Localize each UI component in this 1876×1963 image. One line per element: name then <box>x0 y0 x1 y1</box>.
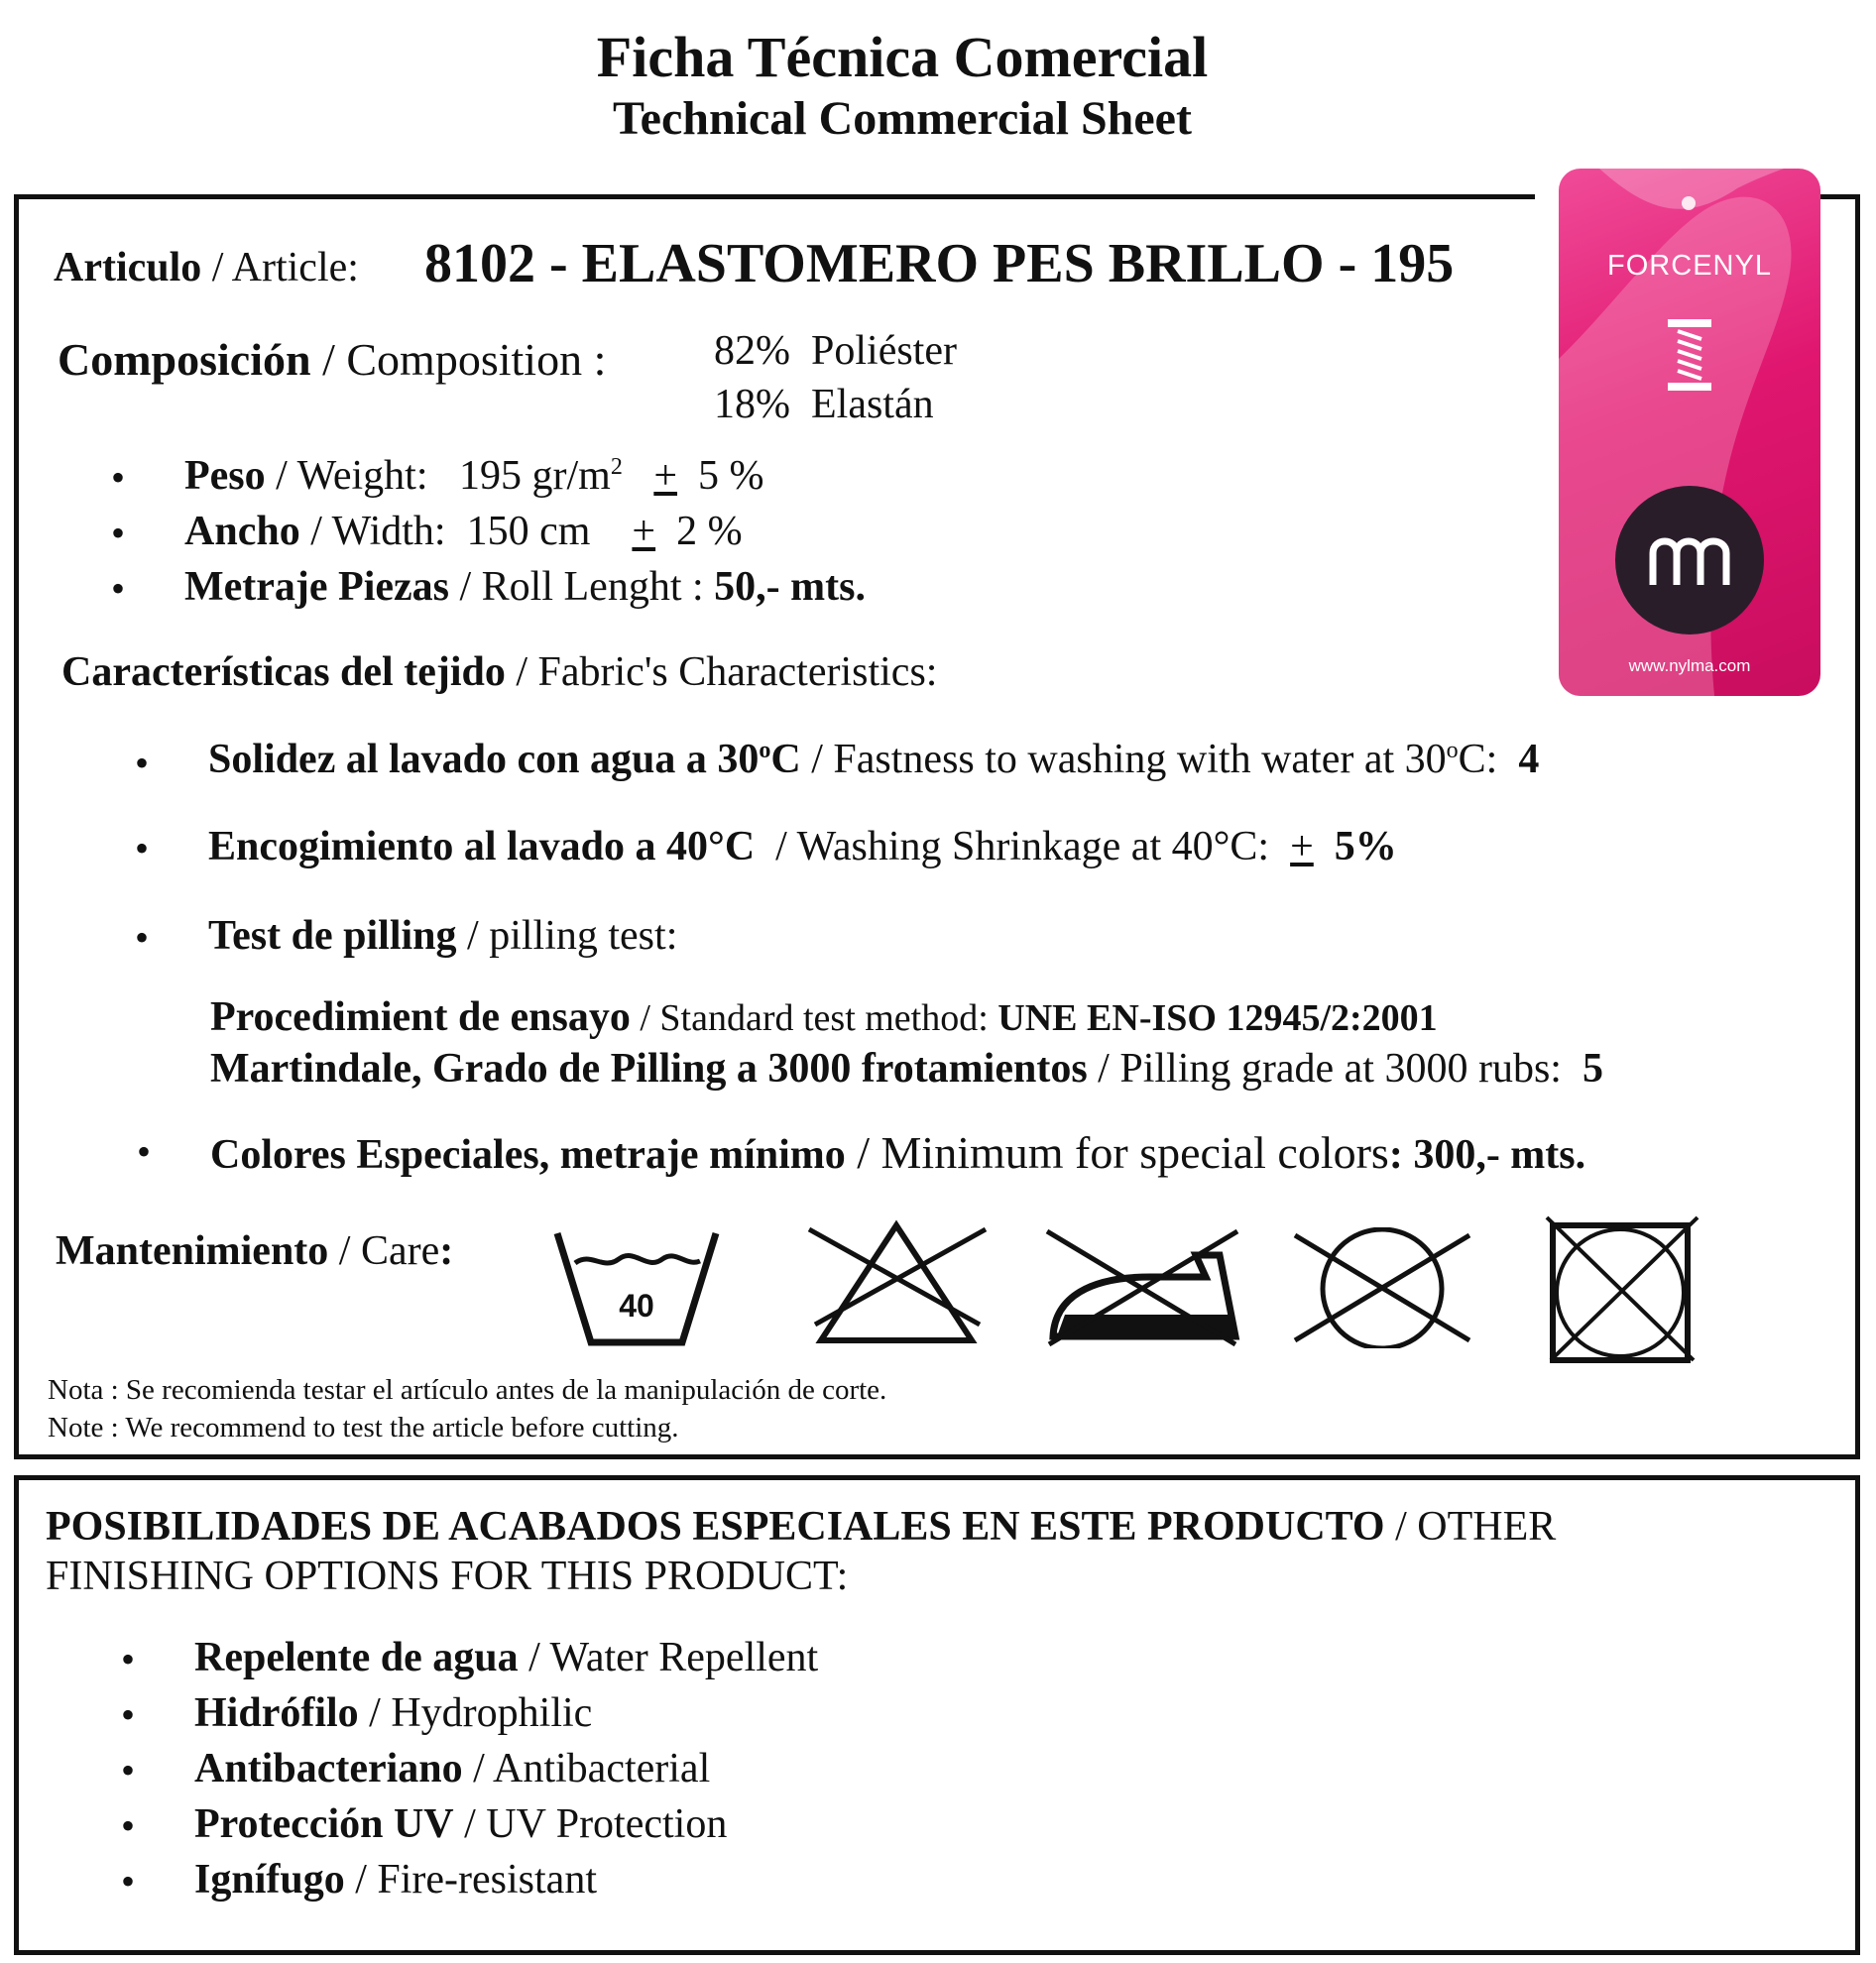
bullet: • <box>121 1859 136 1904</box>
spec-roll-length <box>184 563 866 611</box>
pilling-label-es: Test de pilling <box>208 913 457 959</box>
page-title: Ficha Técnica Comercial <box>596 25 1209 89</box>
pilling-grade-value: 5 <box>1582 1046 1603 1092</box>
plus-minus: + <box>632 509 656 554</box>
finishing-heading-rest: / OTHER <box>1384 1504 1557 1550</box>
product-tag <box>1559 169 1820 696</box>
pilling-method-en: / Standard test method: <box>630 997 998 1039</box>
bullet: • <box>111 511 126 555</box>
fastness-label-en: / Fastness to washing with water at 30$^o$C: <box>800 737 1498 782</box>
no-tumble-dry-icon <box>1545 1215 1700 1364</box>
no-bleach-icon <box>805 1215 990 1348</box>
spec-tolerance: 2 % <box>676 509 743 554</box>
nylma-m-icon <box>1615 486 1764 635</box>
special-colors-value: : 300,- mts. <box>1388 1132 1586 1178</box>
washing-fastness <box>208 736 1539 783</box>
spec-label-es: Peso <box>184 453 266 499</box>
tag-hole <box>1682 196 1696 210</box>
composition-item <box>714 327 957 375</box>
box-top-border <box>14 194 1535 199</box>
spec-label-es: Ancho <box>184 509 300 554</box>
spec-value: 150 cm <box>466 509 591 554</box>
plus-minus: + <box>1290 824 1314 869</box>
article-row <box>54 244 359 291</box>
note-es: Nota : Se recomienda testar el artículo antes de la manipulación de corte. <box>48 1374 887 1406</box>
pilling-method-value: UNE EN-ISO 12945/2:2001 <box>997 997 1438 1039</box>
composition-item <box>714 381 934 428</box>
bullet: • <box>111 455 126 500</box>
tag-url: www.nylma.com <box>1628 656 1751 675</box>
spec-label-es: Metraje Piezas <box>184 564 449 610</box>
article-label-es: Articulo <box>54 245 202 290</box>
pilling-grade-en: / Pilling grade at 3000 rubs: <box>1087 1046 1562 1092</box>
finishing-item: Protección UV / UV Protection <box>194 1801 728 1847</box>
composition-percent: 82% <box>714 328 790 374</box>
finishing-heading-bold: POSIBILIDADES DE ACABADOS ESPECIALES EN ESTE PRODUCTO <box>46 1504 1385 1550</box>
characteristics-heading <box>61 648 937 696</box>
fastness-label-es: Solidez al lavado con agua a 30$^o$C <box>208 737 801 782</box>
characteristics-heading-es: Características del tejido <box>61 649 506 695</box>
bullet: • <box>137 1129 152 1174</box>
pilling-grade-es: Martindale, Grado de Pilling a 3000 frotamientos <box>210 1046 1088 1092</box>
finishing-item: Ignífugo / Fire-resistant <box>194 1857 597 1903</box>
no-dry-clean-icon <box>1291 1227 1473 1348</box>
bullet: • <box>121 1692 136 1737</box>
spec-label-en: / Width: <box>299 509 446 554</box>
composition-percent: 18% <box>714 382 790 427</box>
bullet: • <box>135 915 150 960</box>
note-en: Note : We recommend to test the article before cutting. <box>48 1412 679 1443</box>
care-label-colon: : <box>439 1228 454 1274</box>
care-label <box>56 1227 453 1275</box>
pilling-method <box>210 993 1438 1041</box>
nylma-logo <box>1615 486 1764 635</box>
bullet: • <box>135 741 150 785</box>
article-value: 8102 - ELASTOMERO PES BRILLO - 195 <box>424 233 1455 294</box>
wash-temp-label: 40 <box>619 1288 654 1324</box>
shrinkage-label-es: Encogimiento al lavado a 40°C <box>208 824 756 869</box>
care-label-en: / Care <box>328 1228 440 1274</box>
composition-label-en: / Composition : <box>310 334 607 385</box>
bullet: • <box>121 1637 136 1681</box>
spec-label-en: / Roll Lenght : <box>449 564 715 610</box>
finishing-heading-line2: FINISHING OPTIONS FOR THIS PRODUCT: <box>46 1554 849 1599</box>
composition-material: Poliéster <box>811 328 957 374</box>
spec-weight <box>184 452 764 500</box>
finishing-item: Hidrófilo / Hydrophilic <box>194 1690 593 1736</box>
special-colors-es: Colores Especiales, metraje mínimo <box>210 1132 846 1178</box>
composition-label <box>58 333 606 386</box>
thread-spool-icon <box>1664 317 1715 393</box>
spec-value: 50,- mts. <box>714 564 866 610</box>
page-subtitle: Technical Commercial Sheet <box>613 92 1192 145</box>
bullet: • <box>121 1748 136 1792</box>
bullet: • <box>135 826 150 870</box>
composition-material: Elastán <box>811 382 934 427</box>
special-colors-en: / Minimum for special colors <box>845 1127 1389 1178</box>
spec-value: 195 gr/m <box>459 453 611 499</box>
bullet: • <box>121 1803 136 1848</box>
spec-tolerance: 5 % <box>698 453 764 499</box>
tag-brand: FORCENYL <box>1607 250 1772 282</box>
special-colors <box>210 1126 1585 1179</box>
composition-label-es: Composición <box>58 334 311 385</box>
shrinkage-label-en: / Washing Shrinkage at 40°C: <box>764 824 1270 869</box>
pilling-label-en: / pilling test: <box>456 913 678 959</box>
pilling-grade <box>210 1045 1603 1093</box>
spec-width <box>184 508 743 555</box>
finishing-item: Repelente de agua / Water Repellent <box>194 1635 819 1680</box>
finishing-item: Antibacteriano / Antibacterial <box>194 1746 711 1791</box>
wash-40-icon <box>551 1225 722 1350</box>
characteristics-heading-en: / Fabric's Characteristics: <box>505 649 938 695</box>
pilling-method-es: Procedimient de ensayo <box>210 994 631 1040</box>
fastness-value: 4 <box>1518 737 1540 782</box>
article-label-en: / Article: <box>201 245 359 290</box>
pilling-test <box>208 912 677 960</box>
bullet: • <box>111 566 126 611</box>
spec-label-en: / Weight: <box>265 453 428 499</box>
plus-minus: + <box>653 453 678 499</box>
washing-shrinkage <box>208 823 1397 870</box>
box-top-border-right <box>1817 194 1860 199</box>
no-iron-icon <box>1041 1225 1243 1348</box>
spec-sup: 2 <box>610 454 623 480</box>
shrinkage-value: 5% <box>1334 824 1397 869</box>
care-label-es: Mantenimiento <box>56 1228 329 1274</box>
finishing-heading-line1 <box>46 1503 1556 1551</box>
